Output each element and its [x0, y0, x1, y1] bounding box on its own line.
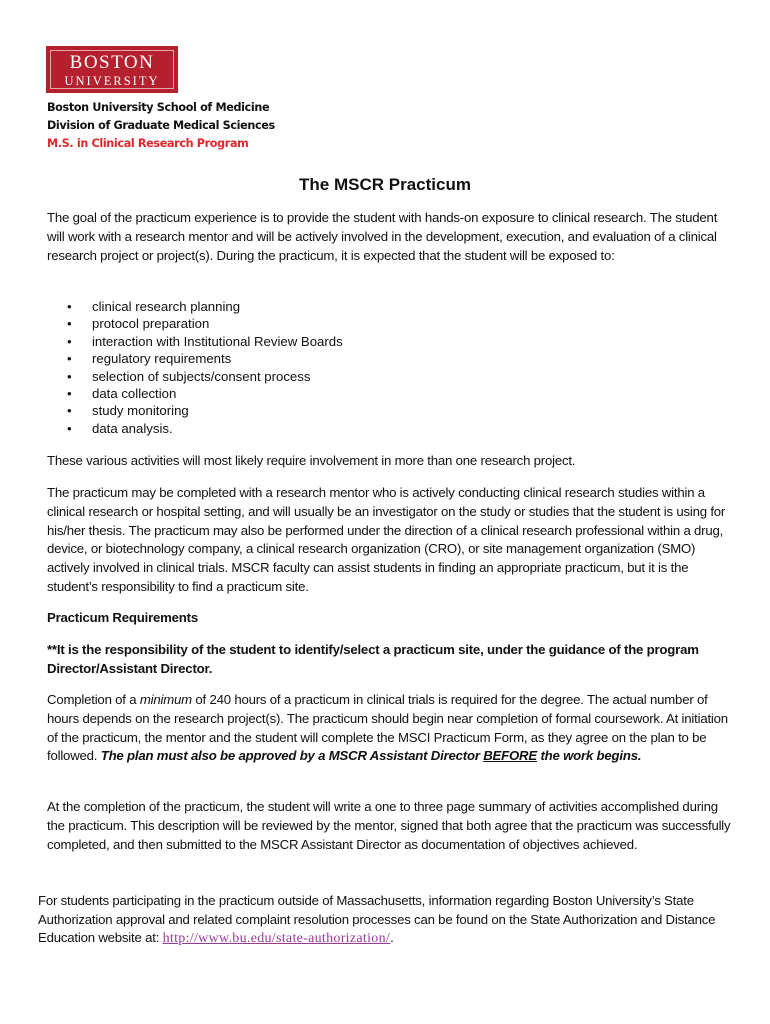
state-authorization-link[interactable]: http://www.bu.edu/state-authorization/: [162, 931, 391, 946]
activities-note: These various activities will most likely require involvement in more than one research project.: [47, 453, 576, 468]
list-item: • interaction with Institutional Review Boards: [67, 333, 343, 349]
list-item: • data collection: [67, 386, 177, 402]
mentor-paragraph: The practicum may be completed with a research mentor who is actively conducting clinical research studies within a clinical research or hospital setting, and will usually be an investigator on the study or studies that the student is using for his/her thesis. The practicum may also be performed under the direction of a clinical research professional within a drug, device, or biotechnology company, a clinical research organization (CRO), or site management organization (SMO) actively involved in clinical trials. MSCR faculty can assist students in finding an appropriate practicum, but it is the student’s responsibility to find a practicum site.: [47, 485, 726, 594]
bullet-icon: •: [67, 351, 72, 367]
logo-text-university: UNIVERSITY: [64, 74, 160, 88]
bullet-icon: •: [67, 403, 72, 419]
logo-frame: [50, 50, 174, 89]
list-item: • protocol preparation: [67, 316, 210, 332]
page-title-text: The MSCR Practicum: [299, 175, 471, 194]
intro-paragraph: The goal of the practicum experience is to provide the student with hands-on exposure to clinical research. The student will work with a research mentor and will be actively involved in the development, execution, and evaluation of a clinical research project or project(s). During the practicum, it is expected that the student will be exposed to:: [47, 210, 718, 263]
list-item: • regulatory requirements: [67, 351, 232, 367]
bullet-icon: •: [67, 420, 72, 436]
header-division: Division of Graduate Medical Sciences: [47, 119, 275, 132]
bullet-icon: •: [67, 333, 72, 349]
boston-university-logo: [46, 46, 178, 93]
list-item: • study monitoring: [67, 403, 189, 419]
bullet-icon: •: [67, 368, 72, 384]
bullet-icon: •: [67, 386, 72, 402]
approval-requirement: The plan must also be approved by a MSCR Assistant Director: [100, 748, 484, 764]
responsibility-statement: **It is the responsibility of the student to identify/select a practicum site, under the guidance of the program Director/Assistant Director.: [47, 642, 699, 676]
list-item: • data analysis.: [67, 420, 173, 436]
completion-paragraph: Completion of a minimum of 240 hours of a practicum in clinical trials is required for the degree. The actual number of hours depends on the research project(s). The practicum should begin near completion of formal coursework. At initiation of the practicum, the mentor and the student will complete the MSCI Practicum Form, as they agree on the plan to be followed. The plan must also be approved by a MSCR Assistant Director BEFORE the work begins.: [47, 692, 728, 764]
bullet-icon: •: [67, 299, 72, 314]
bullet-icon: •: [67, 316, 72, 332]
list-item: • clinical research planning: [67, 299, 241, 314]
minimum-emphasis: minimum: [139, 692, 192, 707]
header-school: Boston University School of Medicine: [47, 101, 270, 114]
before-emphasis: BEFORE: [483, 748, 537, 764]
header-program: M.S. in Clinical Research Program: [47, 137, 249, 150]
state-authorization-paragraph: For students participating in the practicum outside of Massachusetts, information regarding Boston University’s State Authorization approval and related complaint resolution processes can be found on the State Authorization and Distance Education website at: http://www.bu.edu/state-authorization/.: [38, 893, 716, 946]
page-title: [0, 174, 770, 196]
list-item: • selection of subjects/consent process: [67, 368, 311, 384]
requirements-heading: Practicum Requirements: [47, 610, 198, 625]
summary-paragraph: At the completion of the practicum, the student will write a one to three page summary of activities accomplished during the practicum. This description will be reviewed by the mentor, signed that both agree that the practicum was successfully completed, and then submitted to the MSCR Assistant Director as documentation of objectives achieved.: [47, 799, 731, 852]
exposure-list: [47, 298, 343, 437]
logo-text-boston: BOSTON: [69, 52, 155, 73]
